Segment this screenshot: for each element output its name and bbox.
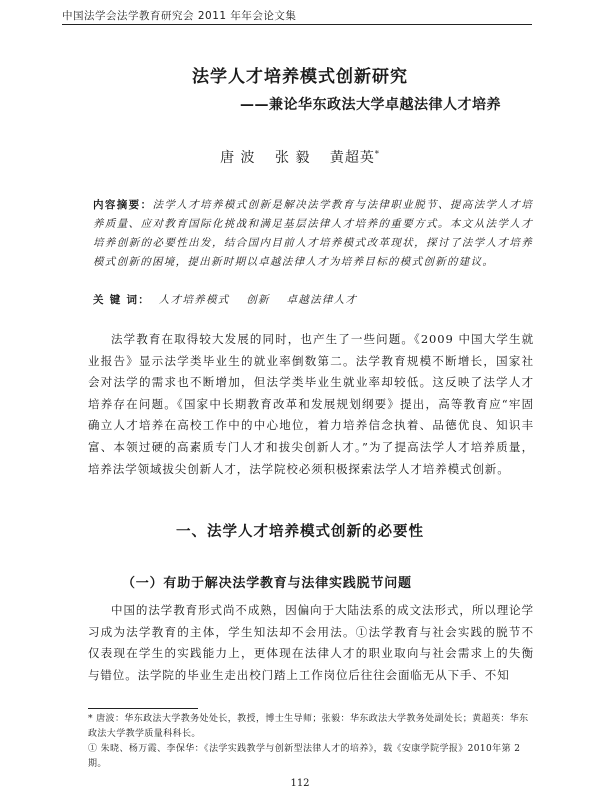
paper-title: 法学人才培养模式创新研究 <box>192 67 408 87</box>
abstract-text: 法学人才培养模式创新是解决法学教育与法律职业脱节、提高法学人才培养质量、应对教育国际化挑战和满足基层法律人才培养的重要方式。本文从法学人才培养创新的必要性出发，结合国内目前人才培养模式改革现状，探讨了法学人才培养模式创新的困境，提出新时期以卓越法律人才为培养目标的模式创新的建议。 <box>93 199 534 268</box>
footnote-rule <box>88 708 198 709</box>
paper-subtitle: ——兼论华东政法大学卓越法律人才培养 <box>240 97 501 113</box>
author-3 <box>330 150 380 166</box>
running-header: 中国法学会法学教育研究会 2011 年年会论文集 <box>62 10 297 22</box>
subsection-heading: （一）有助于解决法学教育与法律实践脱节问题 <box>122 576 412 591</box>
author-1: 唐 波 <box>220 150 256 166</box>
author-2: 张 毅 <box>275 150 311 166</box>
author-3-name: 黄超英 <box>329 150 375 166</box>
keyword-2: 创新 <box>246 294 270 306</box>
keyword-3: 卓越法律人才 <box>286 294 358 306</box>
author-list <box>0 147 600 167</box>
abstract-label: 内容摘要： <box>93 199 153 211</box>
footnotes <box>88 712 534 772</box>
author-footnote-mark: * <box>374 149 380 159</box>
keyword-1: 人才培养模式 <box>158 294 230 306</box>
abstract <box>93 196 533 272</box>
keywords <box>93 292 533 307</box>
page-number: 112 <box>290 778 310 789</box>
intro-paragraph: 法学教育在取得较大发展的同时，也产生了一些问题。《2009 中国大学生就业报告》显示法学类毕业生的就业率倒数第二。法学教育规模不断增长，国家社会对法学的需求也不断增加，但法学类毕业生就业率却较低。这反映了法学人才培养存在问题。《国家中长期教育改革和发展规划纲要》提出，高等教育应“牢固确立人才培养在高校工作中的中心地位，着力培养信念执着、品德优良、知识丰富、本领过硬的高素质专门人才和拔尖创新人才。”为了提高法学人才培养质量，培养法学领域拔尖创新人才，法学院校必须积极探索法学人才培养模式创新。 <box>88 332 534 476</box>
footnote-1: * 唐波：华东政法大学教务处处长，教授，博士生导师；张毅：华东政法大学教务处副处长；黄超英：华东政法大学教学质量科科长。 <box>88 714 529 739</box>
footnote-2: ① 朱晓、杨万霞、李保华：《法学实践教学与创新型法律人才的培养》，载《安康学院学报》2010年第 2 期。 <box>88 744 521 769</box>
section-paragraph: 中国的法学教育形式尚不成熟，因偏向于大陆法系的成文法形式，所以理论学习成为法学教育的主体，学生知法却不会用法。①法学教育与社会实践的脱节不仅表现在学生的实践能力上，更体现在法律人才的职业取向与社会需求上的失衡与错位。法学院的毕业生走出校门踏上工作岗位后往往会面临无从下手、不知 <box>88 603 534 682</box>
header-rule <box>62 24 532 25</box>
section-heading: 一、法学人才培养模式创新的必要性 <box>176 524 424 540</box>
keywords-label: 关 键 词： <box>93 294 151 306</box>
